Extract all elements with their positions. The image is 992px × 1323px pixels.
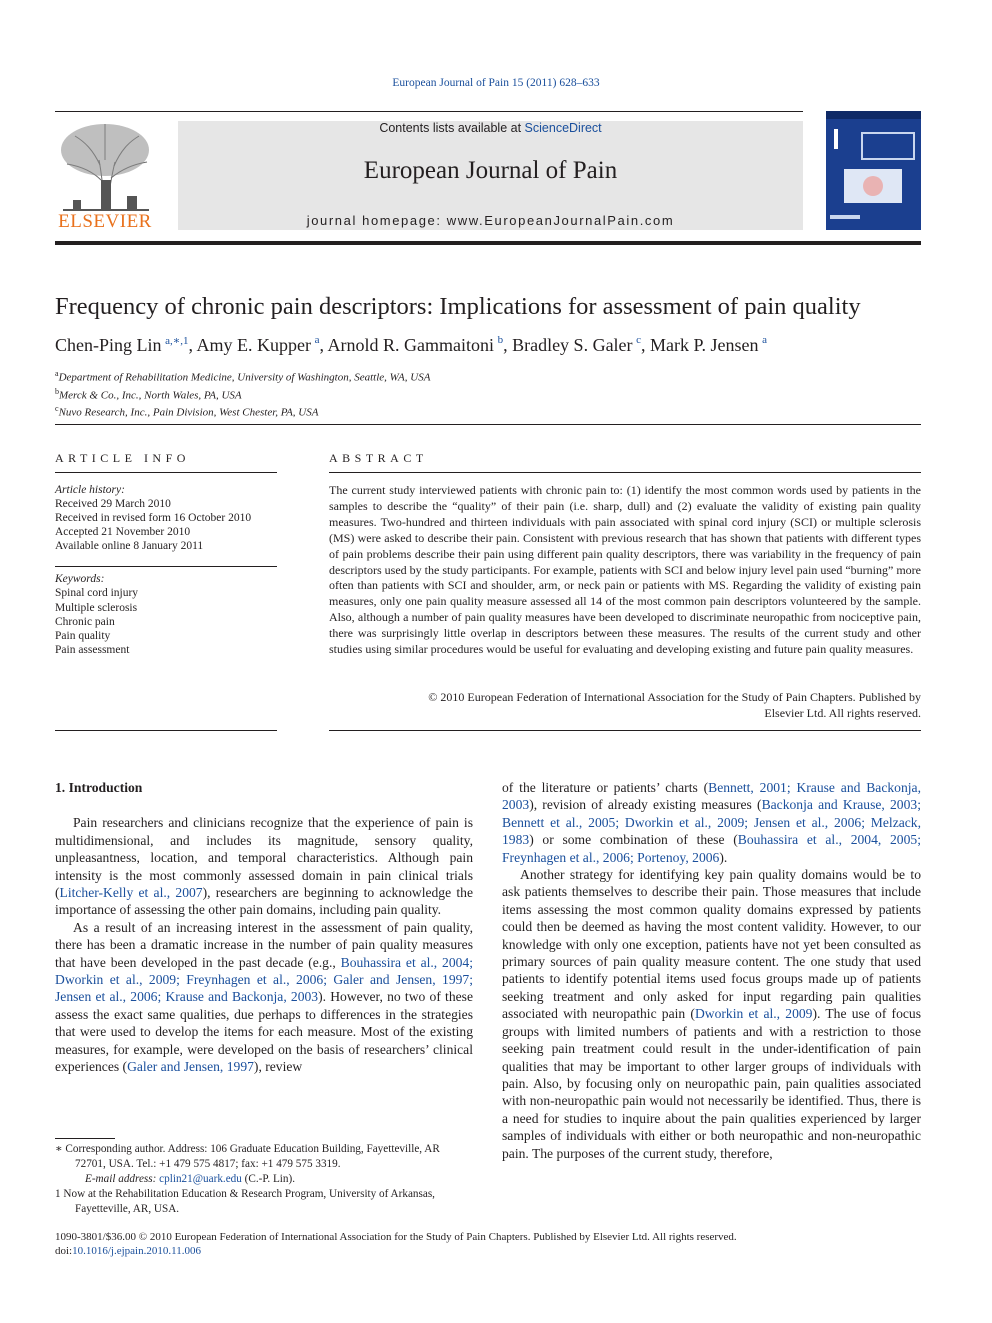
section-rule (55, 424, 921, 425)
info-rule (55, 566, 277, 567)
elsevier-wordmark: ELSEVIER (58, 211, 152, 232)
sciencedirect-link[interactable]: ScienceDirect (524, 121, 602, 135)
history-item: Received in revised form 16 October 2010 (55, 512, 252, 524)
affiliation-mark: a (55, 369, 59, 378)
author-name: Mark P. Jensen (650, 335, 759, 355)
keyword-item: Spinal cord injury (55, 587, 139, 600)
text-run: Pain researchers and clinicians recognize that the experience of pain is multidimensional, and includes its magnitude, sensory quality, unpleasantness, location, and temporal characteristics. Although pain intensity is the most commonly assessed domain in pain clinical trials ( (55, 815, 473, 901)
abstract-text: The current study interviewed patients with chronic pain to: (1) identify the most common words used by patients in the samples to describe the “quality” of their pain (i.e. sharp, dull) and (2) evaluate the validity of existing pain quality measures. Two-hundred and thirteen individuals with pain associated with spinal cord injury (SCI) or multiple sclerosis (MS) were asked to describe their pain. Consistent with previous research that has shown that patients with different types of pain problems describe their pain using different pain quality descriptors, there was variability in the frequency of pain descriptors used by the study participants. For example, patients with SCI and below injury level pain used “burning” more often than patients with SCI and shoulder, arm, or neck pain or patients with MS. Regarding the validity of existing pain measures, only one pain quality measure assessed all 14 of the most common pain descriptors volunteered by the sample. Also, although a number of pain quality measures have been developed to discriminate neuropathic from nociceptive pain, there was surprisingly little overlap in descriptors between these measures. The results of the current study and other studies using similar procedures would be useful for evaluating and developing existing and future pain quality measures. (329, 483, 921, 657)
contents-prefix: Contents lists available at (379, 121, 522, 135)
affiliation (55, 367, 935, 385)
text-run: ), revision of already existing measures ( (529, 797, 762, 813)
text-run: ). The use of focus groups with limited numbers of patients and with a restriction to those seeking pain treatment could result in the under-identification of pain qualities that may be important to other larger groups of individuals with pain. Also, by focusing only on neuropathic pain, pain qualities associated with non-neuropathic pain would not necessarily be identified. Thus, there is a need for studies to inquire about the pain qualities experienced by larger samples of individuals with either or both neuropathic and non-neuropathic pain. The purposes of the current study, therefore, (502, 1006, 921, 1161)
info-rule (55, 472, 277, 473)
abstract-heading: ABSTRACT (329, 451, 428, 465)
author-affiliation-mark[interactable]: c (636, 334, 642, 346)
citation-link[interactable]: Backonja and Krause, 2003; Bennett et al., 2005; Dworkin et al., 2009; Jensen et al., 2006; Melzack, 1983 (502, 797, 921, 848)
author-affiliation-mark[interactable]: b (497, 334, 504, 346)
citation-link[interactable]: Litcher-Kelly et al., 2007 (59, 885, 203, 901)
doi-link[interactable]: 10.1016/j.ejpain.2010.11.006 (72, 1245, 201, 1258)
affiliation-text: Nuvo Research, Inc., Pain Division, West Chester, PA, USA (58, 406, 319, 419)
citation-link[interactable]: Dworkin et al., 2009 (694, 1006, 813, 1022)
citation-link[interactable]: Bouhassira et al., 2004; Dworkin et al., 2009; Freynhagen et al., 2006; Galer and Jensen, 1997; Jensen et al., 2006; Krause and Backonja, 2003 (55, 954, 473, 1005)
footnote-email (55, 1172, 473, 1187)
citation-link[interactable]: Bennett, 2001; Krause and Backonja, 2003 (502, 780, 921, 813)
copyright-line: Elsevier Ltd. All rights reserved. (764, 705, 921, 720)
author-list: Chen-Ping Lin $^{a,∗,1}$, Amy E. Kupper $^a$, Arnold R. Gammaitoni $^b$, Bradley S. Galer $^c$, Mark P. Jensen $^a$ (55, 334, 768, 355)
history-item: Available online 8 January 2011 (55, 540, 204, 552)
affiliation (55, 385, 935, 403)
email-label: E-mail address: (85, 1173, 157, 1185)
info-rule (55, 730, 277, 731)
text-run: ), researchers are beginning to acknowledge the importance of assessing the other pain domains, including pain quality. (55, 885, 473, 918)
footnote-1: 1 Now at the Rehabilitation Education & Research Program, University of Arkansas, Fayetteville, AR, USA. (55, 1188, 435, 1215)
article-history (55, 483, 277, 553)
keyword-item: Chronic pain (55, 615, 115, 628)
text-run: ), review (253, 1059, 303, 1075)
keywords-label: Keywords: (55, 573, 105, 585)
journal-homepage[interactable]: journal homepage: www.EuropeanJournalPain.com (306, 213, 675, 228)
copyright-line: © 2010 European Federation of International Association for the Study of Pain Chapters. Published by (428, 690, 921, 704)
author-name: Chen-Ping Lin (55, 335, 162, 355)
article-info-heading: ARTICLE INFO (55, 451, 190, 465)
paragraph (55, 919, 473, 1076)
text-run: As a result of an increasing interest in the assessment of pain quality, there has been a dramatic increase in the number of pain quality measures that have been developed in the past decade (e.g., (55, 919, 473, 970)
header-rule (55, 111, 803, 112)
issn-line: 1090-3801/$36.00 © 2010 European Federation of International Association for the Study of Pain Chapters. Published by Elsevier Ltd. All rights reserved. (55, 1231, 737, 1243)
affiliation-mark: c (55, 404, 59, 414)
footnote-corresponding: ∗ Corresponding author. Address: 106 Graduate Education Building, Fayetteville, AR 72701, USA. Tel.: +1 479 575 4817; fax: +1 479 575 3319. (55, 1143, 440, 1170)
text-run: ) or some combination of these ( (529, 832, 738, 848)
affiliation-text: Merck & Co., Inc., North Wales, PA, USA (59, 389, 242, 402)
history-item: Received 29 March 2010 (55, 498, 171, 510)
citation-link[interactable]: Galer and Jensen, 1997 (127, 1059, 254, 1075)
contents-line (178, 121, 803, 135)
abstract-rule (329, 730, 921, 731)
body-column-left (55, 779, 473, 1076)
author-name: Bradley S. Galer (512, 335, 633, 355)
text-run: ). (719, 849, 728, 865)
author-affiliation-mark[interactable]: a (314, 334, 320, 346)
doi-prefix: doi: (55, 1245, 73, 1258)
doi-line (55, 1244, 935, 1258)
section-heading: 1. Introduction (55, 780, 143, 795)
header-thick-rule (55, 241, 921, 245)
text-run: ). However, no two of these assess the exact same qualities, due perhaps to differences in the strategies that were used to develop the items for each measure. Most of the existing measures, for example, were developed on the basis of researchers’ clinical experiences ( (55, 989, 473, 1075)
keyword-item: Pain assessment (55, 644, 130, 657)
journal-cover-thumbnail-icon (826, 111, 921, 230)
abstract-rule (329, 472, 921, 473)
keyword-item: Multiple sclerosis (55, 601, 138, 614)
email-link[interactable]: cplin21@uark.edu (159, 1173, 242, 1185)
paragraph (502, 866, 921, 1162)
email-suffix: (C.-P. Lin). (241, 1173, 296, 1185)
keyword-item: Pain quality (55, 630, 111, 643)
affiliations (55, 367, 935, 420)
citation-link[interactable]: Bouhassira et al., 2004, 2005; Freynhagen et al., 2006; Portenoy, 2006 (502, 832, 921, 865)
keywords (55, 572, 277, 658)
paragraph (502, 779, 921, 866)
footnote-rule (55, 1138, 115, 1139)
paragraph (55, 814, 473, 918)
text-run: of the literature or patients’ charts ( (502, 780, 709, 795)
footnotes (55, 1142, 473, 1217)
abstract-copyright (329, 690, 921, 722)
author-affiliation-mark[interactable]: a,∗,1 (165, 335, 189, 347)
journal-name: European Journal of Pain (363, 157, 618, 184)
author-affiliation-mark[interactable]: a (762, 334, 768, 346)
article-title: Frequency of chronic pain descriptors: Implications for assessment of pain quality (55, 293, 861, 320)
text-run: Another strategy for identifying key pain quality domains would be to ask patients themselves to describe their pain. Those measures that include items assessing the most common quality domains expressed by patients could then be deemed as having the most content validity. However, to our knowledge with only one exception, patients have not yet been consulted as primary sources of pain quality measure content. The one study that used patients to identify potential items used focus groups made up of patients seeking treatment and only asked for input regarding pain qualities associated with neuropathic pain ( (502, 867, 921, 1022)
author-name: Arnold R. Gammaitoni (327, 335, 494, 355)
author-name: Amy E. Kupper (196, 335, 311, 355)
history-label: Article history: (55, 484, 125, 496)
history-item: Accepted 21 November 2010 (55, 526, 191, 538)
body-column-right (502, 779, 921, 1162)
page-footer (55, 1230, 935, 1259)
affiliation-text: Department of Rehabilitation Medicine, University of Washington, Seattle, WA, USA (58, 371, 431, 384)
journal-citation[interactable]: European Journal of Pain 15 (2011) 628–633 (392, 77, 600, 89)
affiliation (55, 402, 935, 420)
affiliation-mark: b (55, 386, 59, 396)
